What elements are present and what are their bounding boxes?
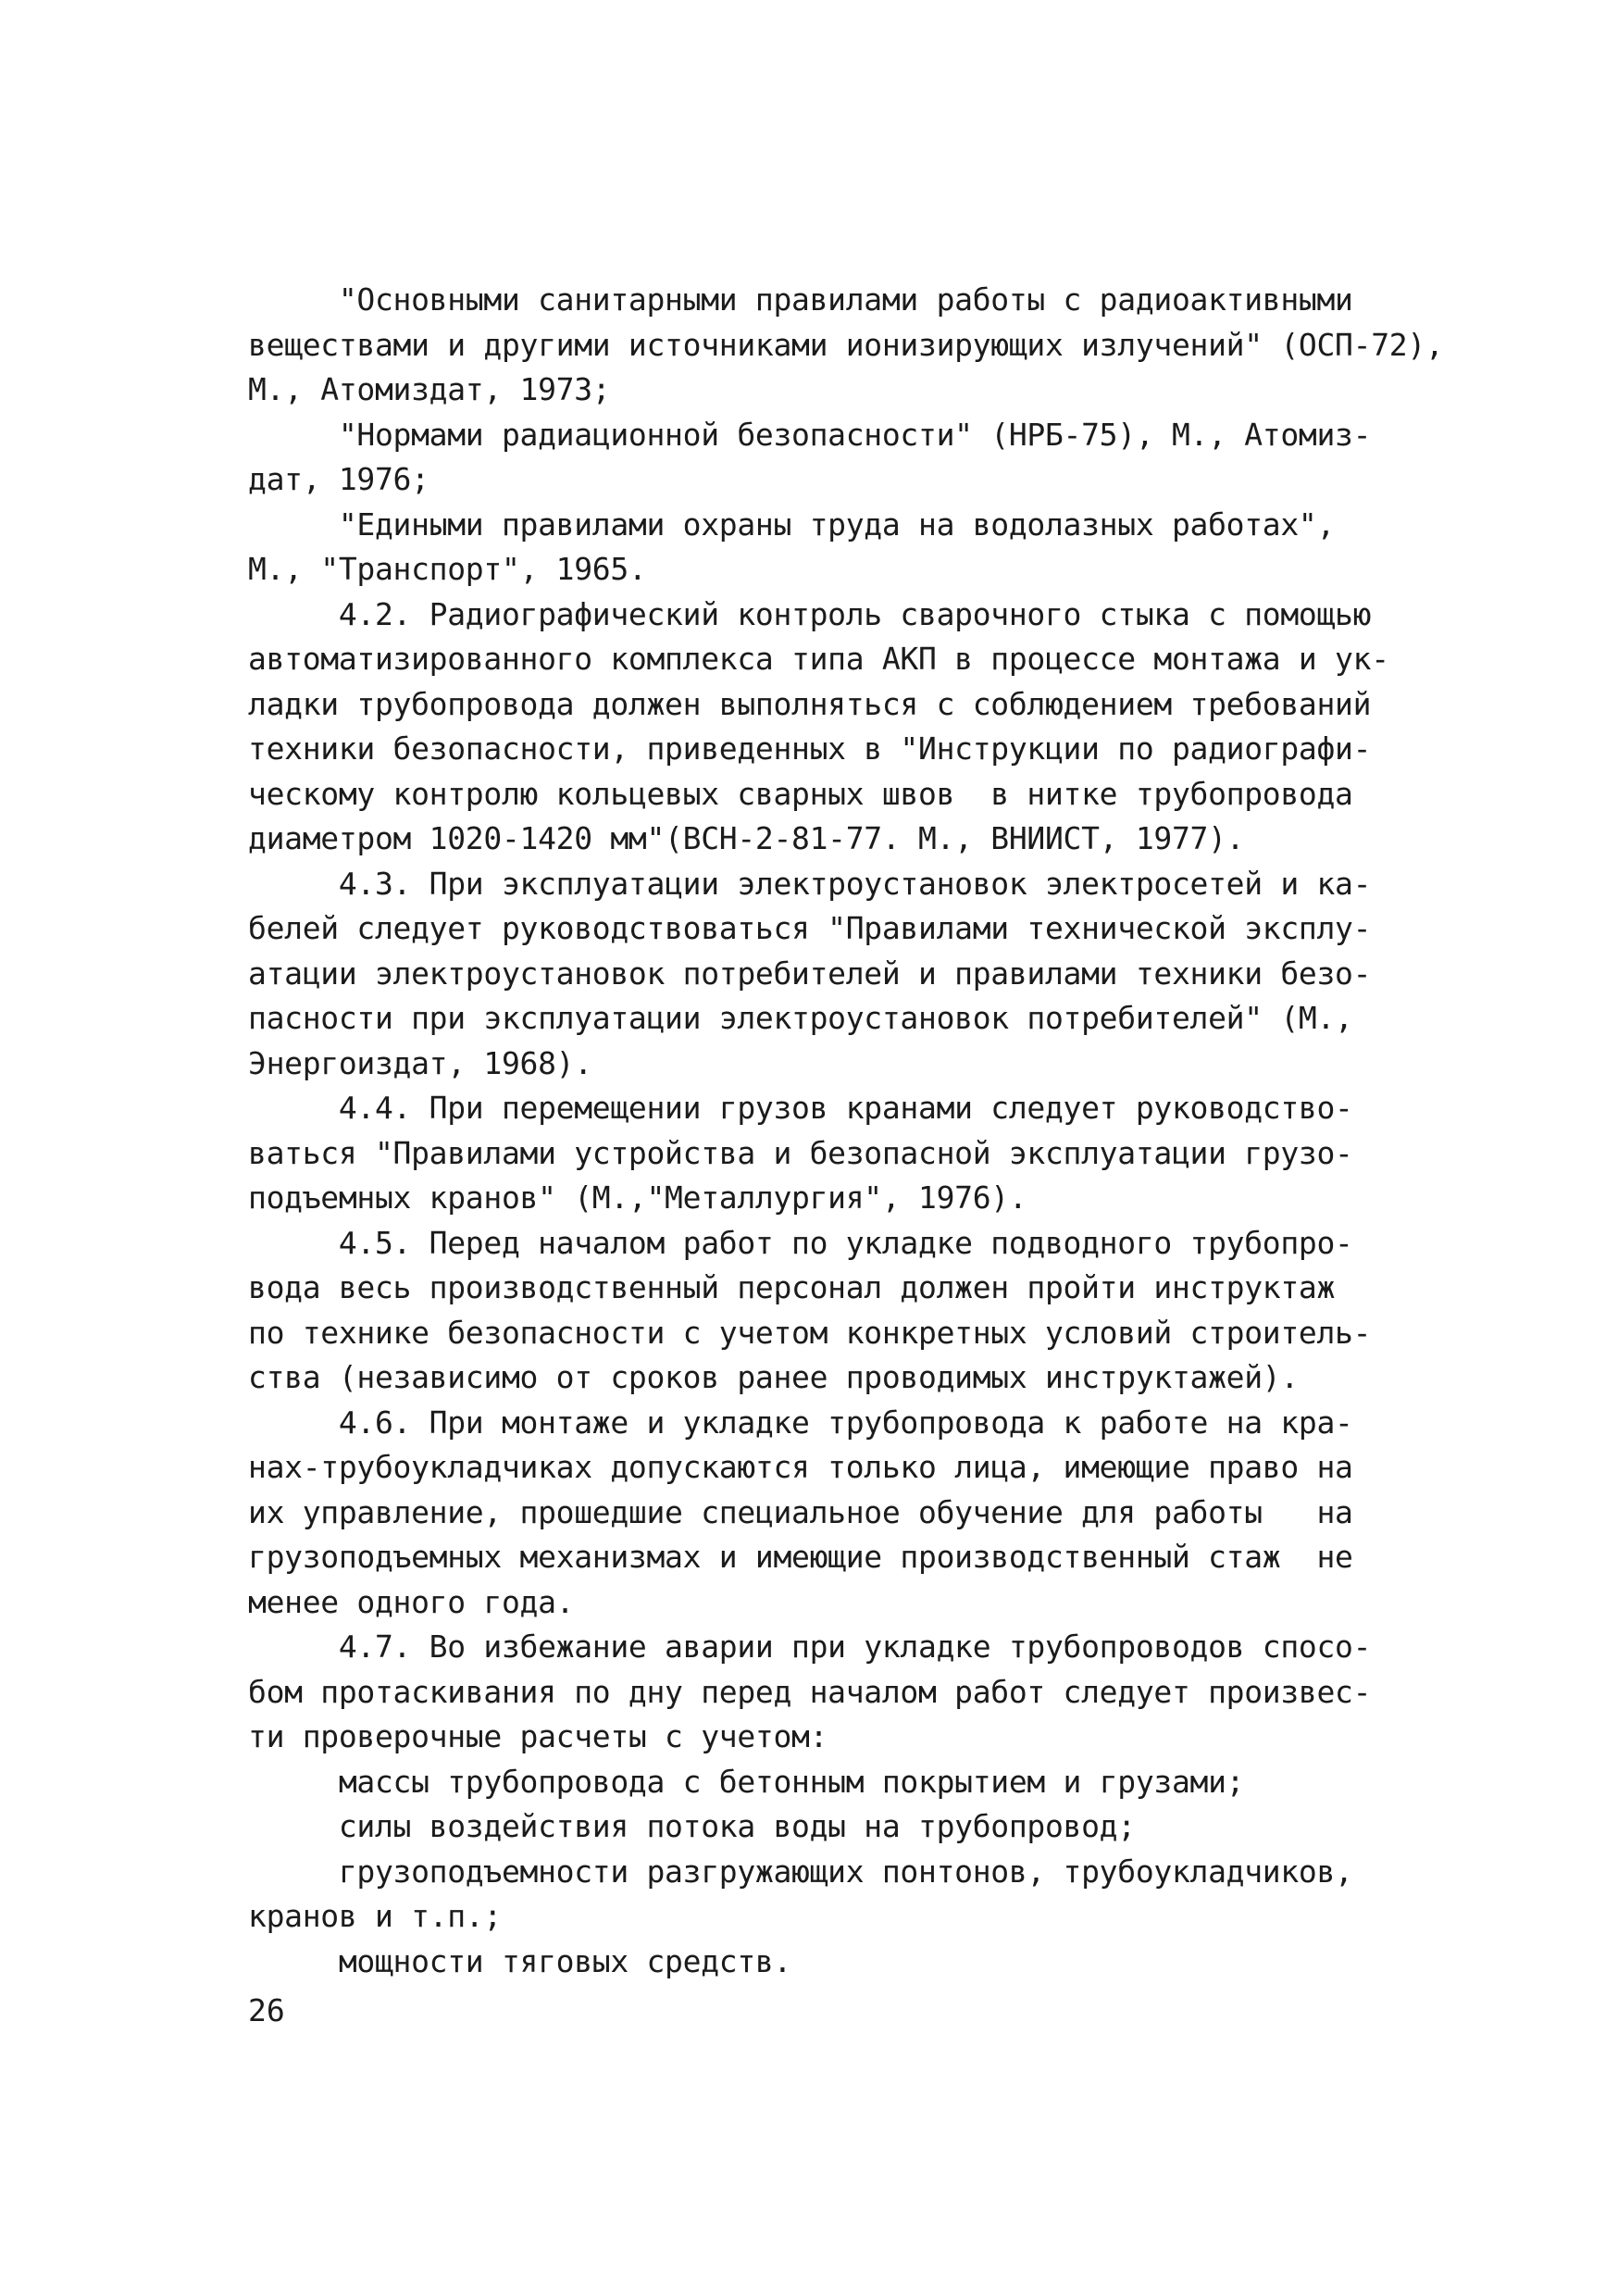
text-line: их управление, прошедшие специальное обучение для работы на	[248, 1493, 1353, 1530]
text-line: по технике безопасности с учетом конкретных условий строитель-	[248, 1314, 1372, 1351]
text-line: 4.2. Радиографический контроль сварочного стыка с помощью	[248, 595, 1372, 632]
text-line: белей следует руководствоваться "Правилами технической эксплу-	[248, 910, 1372, 946]
text-line: мощности тяговых средств.	[248, 1942, 792, 1979]
text-line: "Нормами радиационной безопасности" (НРБ-75), М., Атомиз-	[248, 416, 1372, 453]
text-line: 4.3. При эксплуатации электроустановок электросетей и ка-	[248, 865, 1372, 902]
text-line: "Основными санитарными правилами работы с радиоактивными	[248, 281, 1353, 318]
text-line: диаметром 1020-1420 мм"(ВСН-2-81-77. М., ВНИИСТ, 1977).	[248, 820, 1245, 856]
text-line: 4.7. Во избежание аварии при укладке трубопроводов спосо-	[248, 1628, 1372, 1665]
page-number: 26	[248, 1992, 285, 2028]
text-line: нах-трубоукладчиках допускаются только лица, имеющие право на	[248, 1449, 1353, 1485]
text-line: дат, 1976;	[248, 461, 429, 497]
text-line: ческому контролю кольцевых сварных швов в нитке трубопровода	[248, 775, 1353, 812]
text-line: ства (независимо от сроков ранее проводимых инструктажей).	[248, 1359, 1299, 1395]
text-line: ваться "Правилами устройства и безопасной эксплуатации грузо-	[248, 1134, 1353, 1171]
text-line: пасности при эксплуатации электроустановок потребителей" (М.,	[248, 1000, 1353, 1036]
text-line: Энергоиздат, 1968).	[248, 1044, 592, 1081]
text-line: ти проверочные расчеты с учетом:	[248, 1718, 828, 1754]
text-line: подъемных кранов" (М.,"Металлургия", 1976).	[248, 1179, 1027, 1216]
text-line: массы трубопровода с бетонным покрытием и грузами;	[248, 1763, 1245, 1800]
text-line: М., "Транспорт", 1965.	[248, 551, 647, 587]
text-line: атации электроустановок потребителей и правилами техники безо-	[248, 955, 1372, 992]
text-line: "Едиными правилами охраны труда на водолазных работах",	[248, 505, 1336, 543]
text-line: грузоподъемных механизмах и имеющие производственный стаж не	[248, 1539, 1353, 1575]
text-line: автоматизированного комплекса типа АКП в процессе монтажа и ук-	[248, 641, 1389, 677]
text-line: бом протаскивания по дну перед началом работ следует произвес-	[248, 1673, 1372, 1710]
text-line: 4.5. Перед началом работ по укладке подводного трубопро-	[248, 1224, 1353, 1261]
text-line: силы воздействия потока воды на трубопровод;	[248, 1808, 1136, 1844]
body-text	[248, 278, 1444, 1984]
text-line: грузоподъемности разгружающих понтонов, трубоукладчиков,	[248, 1853, 1353, 1890]
text-line: 4.4. При перемещении грузов кранами следует руководство-	[248, 1090, 1353, 1126]
text-line: 4.6. При монтаже и укладке трубопровода к работе на кра-	[248, 1404, 1353, 1441]
text-line: ладки трубопровода должен выполняться с соблюдением требований	[248, 685, 1372, 722]
text-line: менее одного года.	[248, 1583, 575, 1620]
text-line: веществами и другими источниками ионизирующих излучений" (ОСП-72),	[248, 326, 1444, 363]
text-line: М., Атомиздат, 1973;	[248, 371, 611, 407]
text-line: техники безопасности, приведенных в "Инструкции по радиографи-	[248, 730, 1372, 767]
text-line: кранов и т.п.;	[248, 1898, 502, 1934]
text-line: вода весь производственный персонал должен пройти инструктаж	[248, 1269, 1336, 1305]
